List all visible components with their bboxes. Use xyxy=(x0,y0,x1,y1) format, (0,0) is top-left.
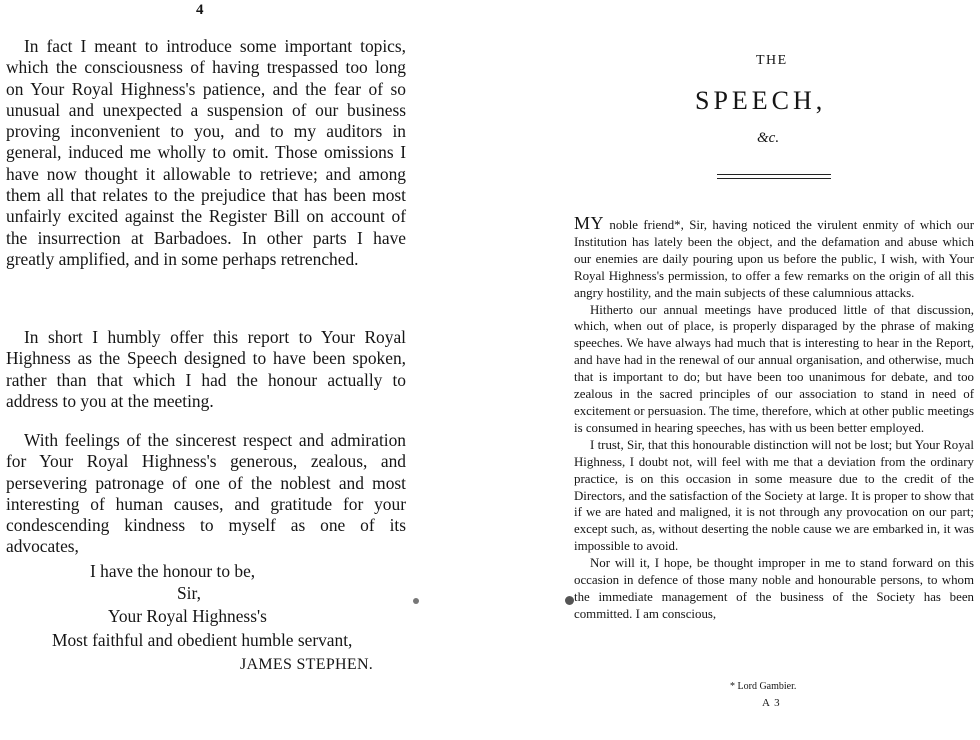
left-paragraph: In short I humbly offer this report to Your Royal Highness as the Speech designed to have been spoken, rather than that which I had the honour actually to address to you at the meeting. xyxy=(6,327,406,411)
left-page xyxy=(0,0,420,740)
signature-mark: A 3 xyxy=(762,697,781,709)
speech-paragraph: Nor will it, I hope, be thought improper in me to stand forward on this occasion in defence of those many noble and honourable persons, to whom the immediate management of the business of the Society has been committed. I am conscious, xyxy=(574,556,974,621)
right-page xyxy=(560,0,980,740)
addressee-line: Your Royal Highness's xyxy=(108,606,267,626)
left-paragraph: With feelings of the sincerest respect and admiration for Your Royal Highness's generous, zealous, and persevering patronage of one of the noblest and most interesting of human causes, and gratitude for your condescending kindness to myself as one of its advocates, xyxy=(6,430,406,557)
ink-speck xyxy=(565,596,574,605)
speech-paragraph: I trust, Sir, that this honourable distinction will not be lost; but Your Royal Highness, I doubt not, will feel with me that a deviation from the ordinary practice, is on this occasion in some measure due to the credit of the Directors, and the satisfaction of the Society at large. It is proper to show that if we are hated and maligned, it is not through any provocation on our part; except such, as, without deserting the noble cause we are embarked in, it was impossible to avoid. xyxy=(574,437,974,554)
speech-paragraph: MY noble friend*, Sir, having noticed the virulent enmity of which our Institution has lately been the object, and the defamation and abuse which our enemies are daily pouring upon us before the public, I wish, with Your Royal Highness's permission, to offer a few remarks on the origin of all this angry hostility, and the main subjects of these calumnious attacks. xyxy=(574,213,974,300)
etc-mark: &c. xyxy=(757,130,780,146)
servant-line: Most faithful and obedient humble servant, xyxy=(52,630,353,650)
speech-body xyxy=(574,215,974,623)
footnote: * Lord Gambier. xyxy=(730,681,797,692)
double-rule-top xyxy=(717,174,831,175)
ink-speck xyxy=(413,598,419,604)
drop-cap: MY xyxy=(574,213,605,233)
left-paragraph: In fact I meant to introduce some important topics, which the consciousness of having trespassed too long on Your Royal Highness's patience, and the fear of so unusual and unexpected a suspension of our business proving inconvenient to you, and to my auditors in general, induced me wholly to omit. Those omissions I have now thought it allowable to retrieve; and among them all that relates to the prejudice that has been most unfairly excited against the Register Bill on account of the insurrection at Barbadoes. In other parts I have greatly amplified, and in some perhaps retrenched. xyxy=(6,36,406,269)
salutation: Sir, xyxy=(177,583,201,603)
main-title: SPEECH, xyxy=(695,86,827,115)
closing-line: I have the honour to be, xyxy=(90,561,256,581)
page-number: 4 xyxy=(196,2,204,18)
author-signature: JAMES STEPHEN. xyxy=(240,656,374,673)
double-rule-bottom xyxy=(717,178,831,179)
small-title: THE xyxy=(756,53,788,68)
speech-paragraph: Hitherto our annual meetings have produced little of that discussion, which, when out of place, is properly disparaged by the phrase of making speeches. We have always had much that is interesting to hear in the Report, and have had in the renewal of our annual organisation, and otherwise, much that is important to do; but have been too unanimous for debate, and too zealous in the sacred principles of our association to stand in need of excitement or persuasion. The time, therefore, which at other public meetings is consumed in hearing speeches, has with us been better employed. xyxy=(574,302,974,435)
